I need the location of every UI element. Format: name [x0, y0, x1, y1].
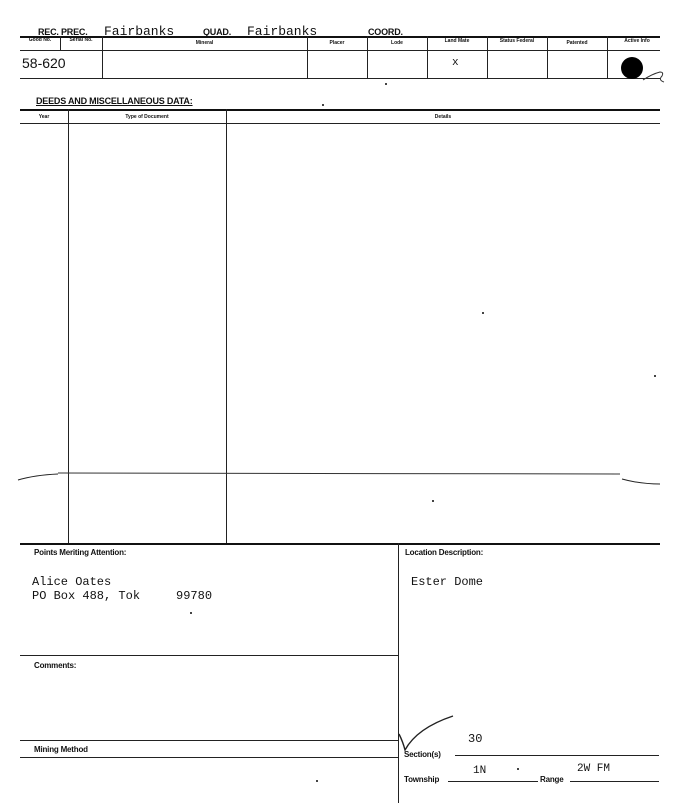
rec-prec-value: Fairbanks [104, 24, 175, 39]
good-no-value: 58-620 [22, 55, 66, 71]
col-mineral: Mineral [195, 40, 214, 46]
coord-label: COORD. [368, 27, 403, 37]
speck [385, 83, 387, 85]
township-value: 1N [473, 765, 487, 777]
col-details: Details [434, 114, 452, 120]
col-land-mate: Land Mate [444, 38, 470, 44]
mining-method-label: Mining Method [34, 745, 88, 754]
bottom-section-top-rule [20, 543, 660, 545]
points-line-1: Alice Oates [32, 575, 112, 589]
location-value: Ester Dome [411, 575, 484, 589]
section-label: Section(s) [404, 750, 441, 759]
range-value: 2W FM [577, 763, 611, 775]
location-label: Location Description: [405, 548, 484, 557]
range-underline [570, 781, 659, 782]
col-type-of-document: Type of Document [125, 114, 169, 120]
township-underline [448, 781, 538, 782]
bottom-center-divider [398, 543, 399, 803]
section-value: 30 [468, 732, 483, 746]
mining-method-bottom-rule [20, 757, 398, 758]
speck [654, 375, 656, 377]
speck [322, 104, 324, 106]
quad-label: QUAD. [203, 27, 231, 37]
comments-label: Comments: [34, 661, 77, 670]
claim-col-divider [427, 36, 428, 78]
col-year: Year [38, 114, 50, 120]
stray-pen-mark [640, 68, 670, 90]
speck [432, 500, 434, 502]
comments-top-rule [20, 655, 398, 656]
col-serial-no: Serial No. [69, 37, 93, 43]
col-status-federal: Status Federal [499, 38, 535, 44]
points-line-2: PO Box 488, Tok 99780 [32, 589, 213, 603]
claim-col-divider [607, 36, 608, 78]
speck [517, 768, 519, 770]
col-lode: Lode [391, 40, 403, 46]
speck [316, 780, 318, 782]
speck [190, 612, 192, 614]
col-good-no: Good No. [28, 37, 52, 43]
land-state-mark: x [452, 57, 459, 69]
col-placer: Placer [329, 40, 345, 46]
deeds-section-title: DEEDS AND MISCELLANEOUS DATA: [36, 96, 193, 106]
col-patented: Patented [566, 40, 588, 46]
points-label: Points Meriting Attention: [34, 548, 127, 557]
township-label: Township [404, 775, 440, 784]
claim-col-divider [487, 36, 488, 78]
section-underline [455, 755, 659, 756]
deeds-header-rule [20, 123, 660, 124]
col-active-info: Active Info [624, 38, 650, 44]
deeds-top-rule [20, 109, 660, 111]
claim-table-top-rule [20, 36, 660, 38]
claim-table-header-rule [20, 50, 660, 51]
rec-prec-label: REC. PREC. [38, 27, 88, 37]
fold-line [0, 462, 678, 492]
speck [482, 312, 484, 314]
claim-table-bottom-rule [20, 78, 660, 79]
mining-method-top-rule [20, 740, 398, 741]
quad-value: Fairbanks [247, 24, 318, 39]
range-label: Range [540, 775, 564, 784]
